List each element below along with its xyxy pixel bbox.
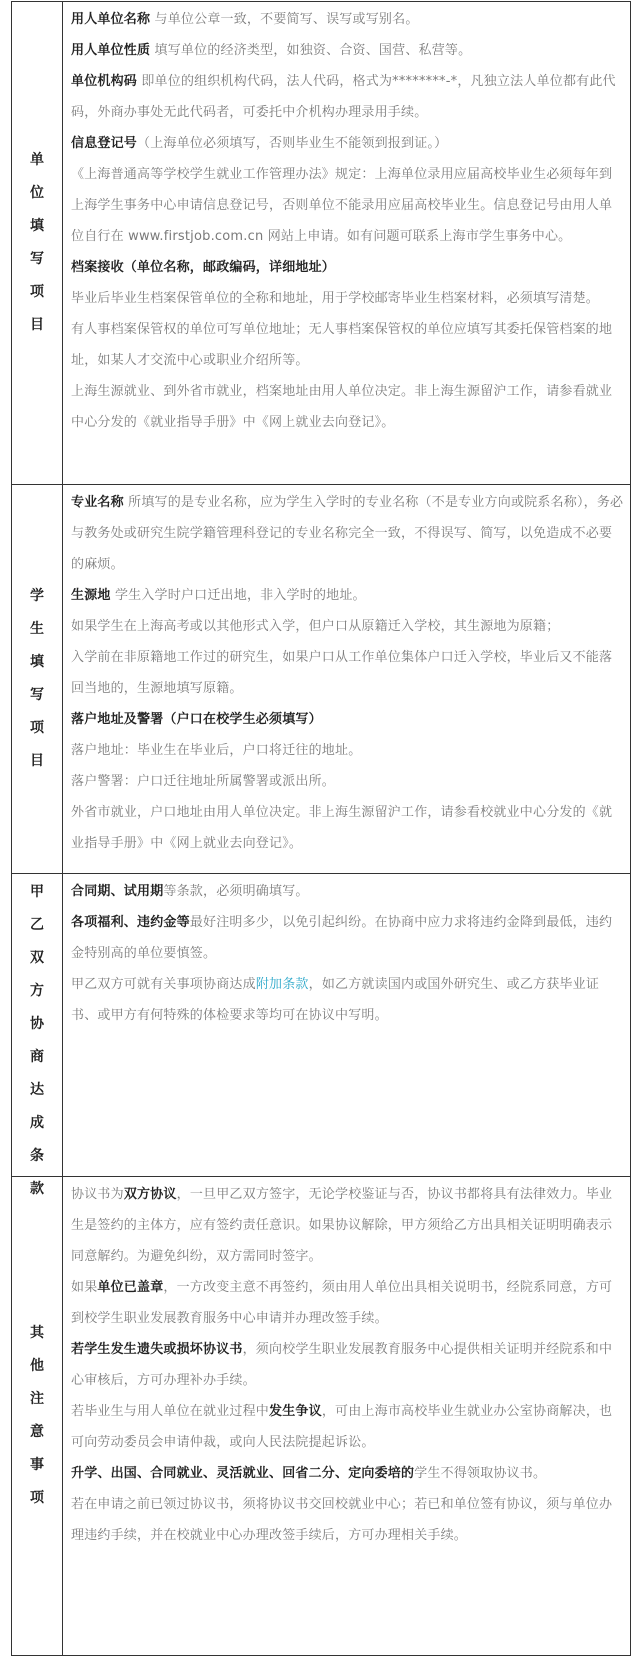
- bold-term: 升学、出国、合同就业、灵活就业、回省二分、定向委培的: [71, 1466, 415, 1481]
- guidelines-table: [11, 1, 631, 1656]
- section-row: [12, 2, 631, 485]
- paragraph: [71, 128, 624, 159]
- section-label-char: 单: [30, 152, 44, 168]
- paragraph: [71, 1489, 624, 1551]
- section-label-char: 意: [30, 1424, 44, 1440]
- section-label: [12, 874, 62, 1197]
- paragraph: [71, 283, 624, 314]
- paragraph-text: 如果: [71, 1280, 98, 1295]
- paragraph-text: ，一旦甲乙双方签字，无论学校鉴证与否，协议书都将具有法律效力。毕业生是签约的主体方，应有签约责任意识。如果协议解除，甲方须给乙方出具相关证明明确表示同意解约。为避免纠纷，双方需同时签字。: [71, 1187, 613, 1264]
- section-label-char: 写: [30, 687, 44, 703]
- bold-term: 单位已盖章: [97, 1280, 164, 1295]
- paragraph-text: （上海单位必须填写，否则毕业生不能领到报到证。）: [137, 136, 448, 151]
- paragraph-text: 落户警署：户口迁往地址所属警署或派出所。: [71, 774, 336, 789]
- bold-term: 落户地址及警署（户口在校学生必须填写）: [71, 712, 322, 727]
- section-label-char: 项: [30, 1490, 44, 1506]
- paragraph: [71, 35, 624, 66]
- section-label-cell: [12, 485, 63, 874]
- section-row: [12, 485, 631, 874]
- section-label-char: 成: [30, 1115, 44, 1131]
- paragraph: [71, 766, 624, 797]
- section-label-char: 填: [30, 654, 44, 670]
- section-label-char: 达: [30, 1082, 44, 1098]
- paragraph: [71, 907, 624, 969]
- bold-term: 各项福利、违约金等: [71, 915, 190, 930]
- section-row: [12, 1177, 631, 1656]
- paragraph: [71, 1179, 624, 1272]
- paragraph: [71, 66, 624, 128]
- bold-term: 若学生发生遗失或损坏协议书: [71, 1342, 243, 1357]
- section-label-char: 事: [30, 1457, 44, 1473]
- table-body: [12, 2, 631, 1656]
- paragraph-text: ，一方改变主意不再签约，须由用人单位出具相关说明书，经院系同意，方可到校学生职业发展教育服务中心申请并办理改签手续。: [71, 1280, 613, 1326]
- section-label-char: 乙: [30, 917, 44, 933]
- section-label-char: 项: [30, 720, 44, 736]
- section-content-cell: [63, 1177, 631, 1656]
- bold-term: 发生争议: [269, 1404, 322, 1419]
- section-label: [12, 485, 62, 873]
- section-content-cell: [63, 874, 631, 1177]
- paragraph: [71, 876, 624, 907]
- section-label-char: 他: [30, 1358, 44, 1374]
- section-label-char: 目: [30, 753, 44, 769]
- paragraph-text: 如果学生在上海高考或以其他形式入学，但户口从原籍迁入学校，其生源地为原籍；: [71, 619, 560, 634]
- section-label-char: 填: [30, 218, 44, 234]
- paragraph-text: 填写单位的经济类型，如独资、合资、国营、私营等。: [150, 43, 472, 58]
- section-label-cell: [12, 2, 63, 485]
- paragraph: [71, 797, 624, 859]
- paragraph-text: 即单位的组织机构代码，法人代码，格式为********-*，凡独立法人单位都有此代码，外商办事处无此代码者，可委托中介机构办理录用手续。: [71, 74, 616, 120]
- paragraph-text: 与单位公章一致，不要简写、误写或写别名。: [150, 12, 419, 27]
- section-label-char: 位: [30, 185, 44, 201]
- highlighted-term: 附加条款: [255, 977, 309, 992]
- section-label-char: 款: [30, 1181, 44, 1197]
- section-label-char: 方: [30, 983, 44, 999]
- paragraph: [71, 611, 624, 642]
- section-content-cell: [63, 2, 631, 485]
- section-label: [12, 2, 62, 484]
- section-label-char: 其: [30, 1325, 44, 1341]
- paragraph-text: 《上海普通高等学校学生就业工作管理办法》规定：上海单位录用应届高校毕业生必须每年到上海学生事务中心申请信息登记号，否则单位不能录用应届高校毕业生。信息登记号由用人单位自行在 www.firstjob.com.cn 网站上申请。如有问题可联系上海市学生事务中心。: [71, 167, 613, 244]
- section-label-cell: [12, 1177, 63, 1656]
- paragraph-text: ，可由上海市高校毕业生就业办公室协商解决，也可向劳动委员会申请仲裁，或向人民法院提起诉讼。: [71, 1404, 613, 1450]
- section-label-char: 项: [30, 284, 44, 300]
- paragraph: [71, 642, 624, 704]
- paragraph: [71, 969, 624, 1031]
- bold-term: 专业名称: [71, 495, 124, 510]
- section-label-char: 甲: [30, 884, 44, 900]
- section-label-char: 目: [30, 317, 44, 333]
- paragraph-text: 学生不得领取协议书。: [414, 1466, 547, 1481]
- section-label-char: 双: [30, 950, 44, 966]
- bold-term: 合同期、试用期: [71, 884, 164, 899]
- paragraph-text: 毕业后毕业生档案保管单位的全称和地址，用于学校邮寄毕业生档案材料，必须填写清楚。: [71, 291, 600, 306]
- paragraph-text: ，如乙方就读国内或国外研究生、或乙方获毕业证书、或甲方有何特殊的体检要求等均可在协议中写明。: [71, 977, 600, 1023]
- section-content-cell: [63, 485, 631, 874]
- section-label-char: 学: [30, 588, 44, 604]
- paragraph: [71, 314, 624, 376]
- paragraph-text: 有人事档案保管权的单位可写单位地址；无人事档案保管权的单位应填写其委托保管档案的地址，如某人才交流中心或职业介绍所等。: [71, 322, 613, 368]
- paragraph: [71, 1458, 624, 1489]
- section-label-cell: [12, 874, 63, 1197]
- paragraph-text: ，须向校学生职业发展教育服务中心提供相关证明并经院系和中心审核后，方可办理补办手续。: [71, 1342, 613, 1388]
- section-label-char: 商: [30, 1049, 44, 1065]
- bold-term: 信息登记号: [71, 136, 138, 151]
- paragraph: [71, 1334, 624, 1396]
- paragraph-text: 甲乙双方可就有关事项协商达成: [71, 977, 256, 992]
- paragraph-text: 落户地址：毕业生在毕业后，户口将迁往的地址。: [71, 743, 362, 758]
- section-label-char: 注: [30, 1391, 44, 1407]
- section-label-char: 条: [30, 1148, 44, 1164]
- paragraph: [71, 487, 624, 580]
- paragraph: [71, 1396, 624, 1458]
- section-label: [12, 1177, 62, 1655]
- paragraph-text: 上海生源就业、到外省市就业，档案地址由用人单位决定。非上海生源留沪工作，请参看就业中心分发的《就业指导手册》中《网上就业去向登记》。: [71, 384, 613, 430]
- paragraph: [71, 735, 624, 766]
- bold-term: 单位机构码: [71, 74, 138, 89]
- paragraph: [71, 704, 624, 735]
- bold-term: 用人单位名称: [71, 12, 151, 27]
- paragraph-text: 外省市就业，户口地址由用人单位决定。非上海生源留沪工作，请参看校就业中心分发的《就业指导手册》中《网上就业去向登记》。: [71, 805, 613, 851]
- bold-term: 用人单位性质: [71, 43, 151, 58]
- bold-term: 双方协议: [123, 1187, 177, 1202]
- paragraph-text: 若毕业生与用人单位在就业过程中: [71, 1404, 270, 1419]
- paragraph: [71, 1272, 624, 1334]
- bold-term: 档案接收（单位名称，邮政编码，详细地址）: [71, 260, 336, 275]
- section-label-char: 协: [30, 1016, 44, 1032]
- paragraph-text: 等条款，必须明确填写。: [163, 884, 309, 899]
- section-row: [12, 874, 631, 1177]
- section-label-char: 写: [30, 251, 44, 267]
- paragraph: [71, 4, 624, 35]
- paragraph-text: 最好注明多少，以免引起纠纷。在协商中应力求将违约金降到最低，违约金特别高的单位要慎签。: [71, 915, 613, 961]
- paragraph-text: 所填写的是专业名称，应为学生入学时的专业名称（不是专业方向或院系名称），务必与教务处或研究生院学籍管理科登记的专业名称完全一致，不得误写、简写，以免造成不必要的麻烦。: [71, 495, 624, 572]
- paragraph: [71, 159, 624, 252]
- paragraph: [71, 376, 624, 438]
- paragraph-text: 入学前在非原籍地工作过的研究生，如果户口从工作单位集体户口迁入学校，毕业后又不能落回当地的，生源地填写原籍。: [71, 650, 613, 696]
- paragraph: [71, 580, 624, 611]
- section-label-char: 生: [30, 621, 44, 637]
- paragraph: [71, 252, 624, 283]
- paragraph-text: 协议书为: [71, 1187, 124, 1202]
- paragraph-text: 若在申请之前已领过协议书，须将协议书交回校就业中心；若已和单位签有协议，须与单位办理违约手续，并在校就业中心办理改签手续后，方可办理相关手续。: [71, 1497, 613, 1543]
- bold-term: 生源地: [71, 588, 111, 603]
- paragraph-text: 学生入学时户口迁出地，非入学时的地址。: [110, 588, 366, 603]
